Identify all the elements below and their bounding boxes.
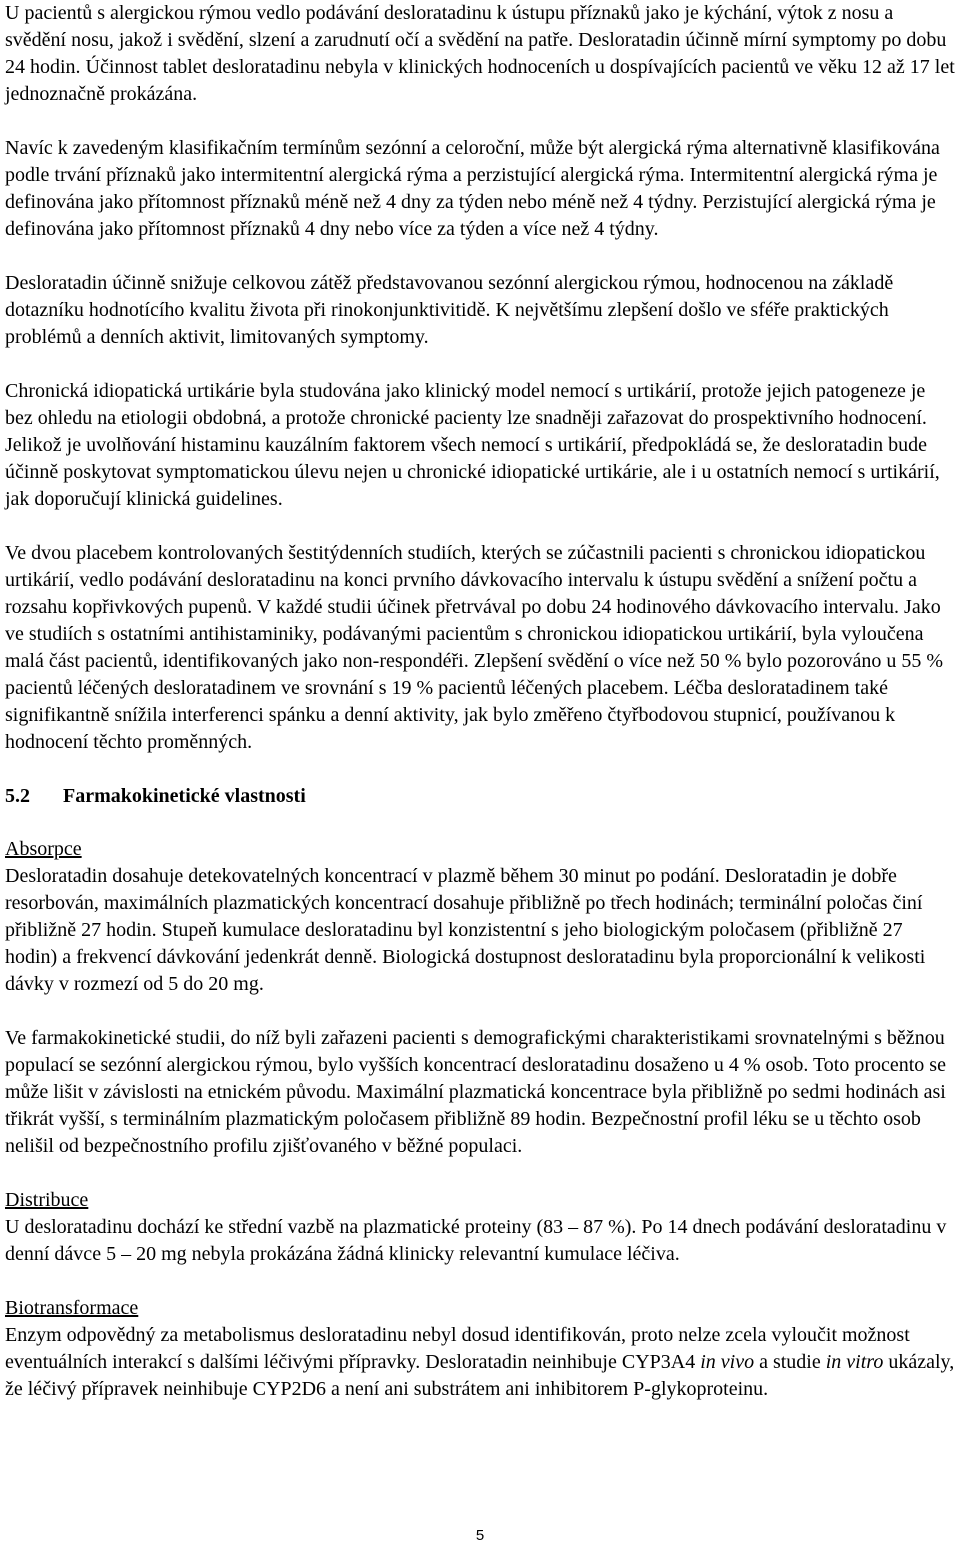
- biotransformace-text-b: a studie: [754, 1351, 826, 1373]
- in-vivo-term: in vivo: [700, 1351, 755, 1373]
- distribuce-block: [5, 1187, 955, 1268]
- biotransformace-text-a: Enzym odpovědný za metabolismus desloratadinu nebyl dosud identifikován, proto nelze zcela vyloučit možnost eventuálních interakcí s dalšími léčivými přípravky. Desloratadin neinhibuje CYP3A4: [5, 1324, 910, 1373]
- biotransformace-heading: Biotransformace: [5, 1297, 139, 1319]
- in-vitro-term: in vitro: [825, 1351, 884, 1373]
- section-title: Farmakokinetické vlastnosti: [63, 785, 306, 807]
- page-number: 5: [475, 1527, 485, 1544]
- document-page: [5, 0, 955, 1430]
- biotransformace-text-c: ukázaly, že léčivý přípravek neinhibuje CYP2D6 a není ani substrátem ani inhibitorem P-glykoproteinu.: [5, 1351, 955, 1400]
- section-heading: [5, 783, 955, 810]
- distribuce-paragraph: U desloratadinu dochází ke střední vazbě na plazmatické proteiny (83 – 87 %). Po 14 dnech podávání desloratadinu v denní dávce 5 – 20 mg nebyla prokázána žádná klinicky relevantní kumulace léčiva.: [5, 1216, 947, 1265]
- absorpce-paragraph-2: Ve farmakokinetické studii, do níž byli zařazeni pacienti s demografickými charakteristikami srovnatelnými s běžnou populací se sezónní alergickou rýmou, bylo vyšších koncentrací desloratadinu dosaženo u 4 % osob. Toto procento se může lišit v závislosti na etnickém původu. Maximální plazmatická koncentrace byla přibližně po sedmi hodinách asi třikrát vyšší, s terminálním plazmatickým poločasem přibližně 89 hodin. Bezpečnostní profil léku se u těchto osob nelišil od bezpečnostního profilu zjišťovaného v běžné populaci.: [5, 1027, 946, 1157]
- paragraph-rhinitis-classification: Navíc k zavedeným klasifikačním termínům sezónní a celoroční, může být alergická rýma alternativně klasifikována podle trvání příznaků jako intermitentní alergická rýma a perzistující alergická rýma. Intermitentní alergická rýma je definována jako přítomnost příznaků méně než 4 dny za týden nebo méně než 4 týdny. Perzistující alergická rýma je definována jako přítomnost příznaků 4 dny nebo více za týden a více než 4 týdny.: [5, 137, 940, 240]
- paragraph-quality-of-life: Desloratadin účinně snižuje celkovou zátěž představovanou sezónní alergickou rýmou, hodnocenou na základě dotazníku hodnotícího kvalitu života při rinokonjunktivitidě. K největšímu zlepšení došlo ve sféře praktických problémů a denních aktivit, limitovaných symptomy.: [5, 272, 894, 348]
- biotransformace-paragraph: [5, 1322, 955, 1403]
- paragraph-rhinitis-symptoms: U pacientů s alergickou rýmou vedlo podávání desloratadinu k ústupu příznaků jako je kýchání, výtok z nosu a svědění nosu, jakož i svědění, slzení a zarudnutí očí a svědění na patře. Desloratadin účinně mírní symptomy po dobu 24 hodin. Účinnost tablet desloratadinu nebyla v klinických hodnoceních u dospívajících pacientů ve věku 12 až 17 let jednoznačně prokázána.: [5, 2, 955, 105]
- paragraph-urticaria-studies: Ve dvou placebem kontrolovaných šestitýdenních studiích, kterých se zúčastnili pacienti s chronickou idiopatickou urtikárií, vedlo podávání desloratadinu na konci prvního dávkovacího intervalu k ústupu svědění a snížení počtu a rozsahu kopřivkových pupenů. V každé studii účinek přetrvával po dobu 24 hodinového dávkovacího intervalu. Jako ve studiích s ostatními antihistaminiky, podávanými pacientům s chronickou idiopatickou urtikárií, byla vyloučena malá část pacientů, identifikovaných jako non-respondéři. Zlepšení svědění o více než 50 % bylo pozorováno u 55 % pacientů léčených desloratadinem ve srovnání s 19 % pacientů léčených placebem. Léčba desloratadinem také signifikantně snížila interferenci spánku a denní aktivity, jak bylo změřeno čtyřbodovou stupnicí, používanou k hodnocení těchto proměnných.: [5, 542, 944, 753]
- absorpce-block: [5, 836, 955, 1160]
- distribuce-heading: Distribuce: [5, 1189, 89, 1211]
- paragraph-urticaria-model: Chronická idiopatická urtikárie byla studována jako klinický model nemocí s urtikárií, protože jejich patogeneze je bez ohledu na etiologii obdobná, a protože chronické pacienty lze snadněji zařazovat do prospektivního hodnocení. Jelikož je uvolňování histaminu kauzálním faktorem všech nemocí s urtikárií, předpokládá se, že desloratadin bude účinně poskytovat symptomatickou úlevu nejen u chronické idiopatické urtikárie, ale i u ostatních nemocí s urtikárií, jak doporučují klinická guidelines.: [5, 380, 940, 510]
- section-number: 5.2: [5, 785, 30, 807]
- biotransformace-block: [5, 1295, 955, 1403]
- absorpce-paragraph-1: Desloratadin dosahuje detekovatelných koncentrací v plazmě během 30 minut po podání. Desloratadin je dobře resorbován, maximálních plazmatických koncentrací dosahuje přibližně po třech hodinách; terminální poločas činí přibližně 27 hodin. Stupeň kumulace desloratadinu byl konzistentní s jeho biologickým poločasem (přibližně 27 hodin) a frekvencí dávkování jedenkrát denně. Biologická dostupnost desloratadinu byla proporcionální k velikosti dávky v rozmezí od 5 do 20 mg.: [5, 865, 926, 995]
- absorpce-heading: Absorpce: [5, 838, 82, 860]
